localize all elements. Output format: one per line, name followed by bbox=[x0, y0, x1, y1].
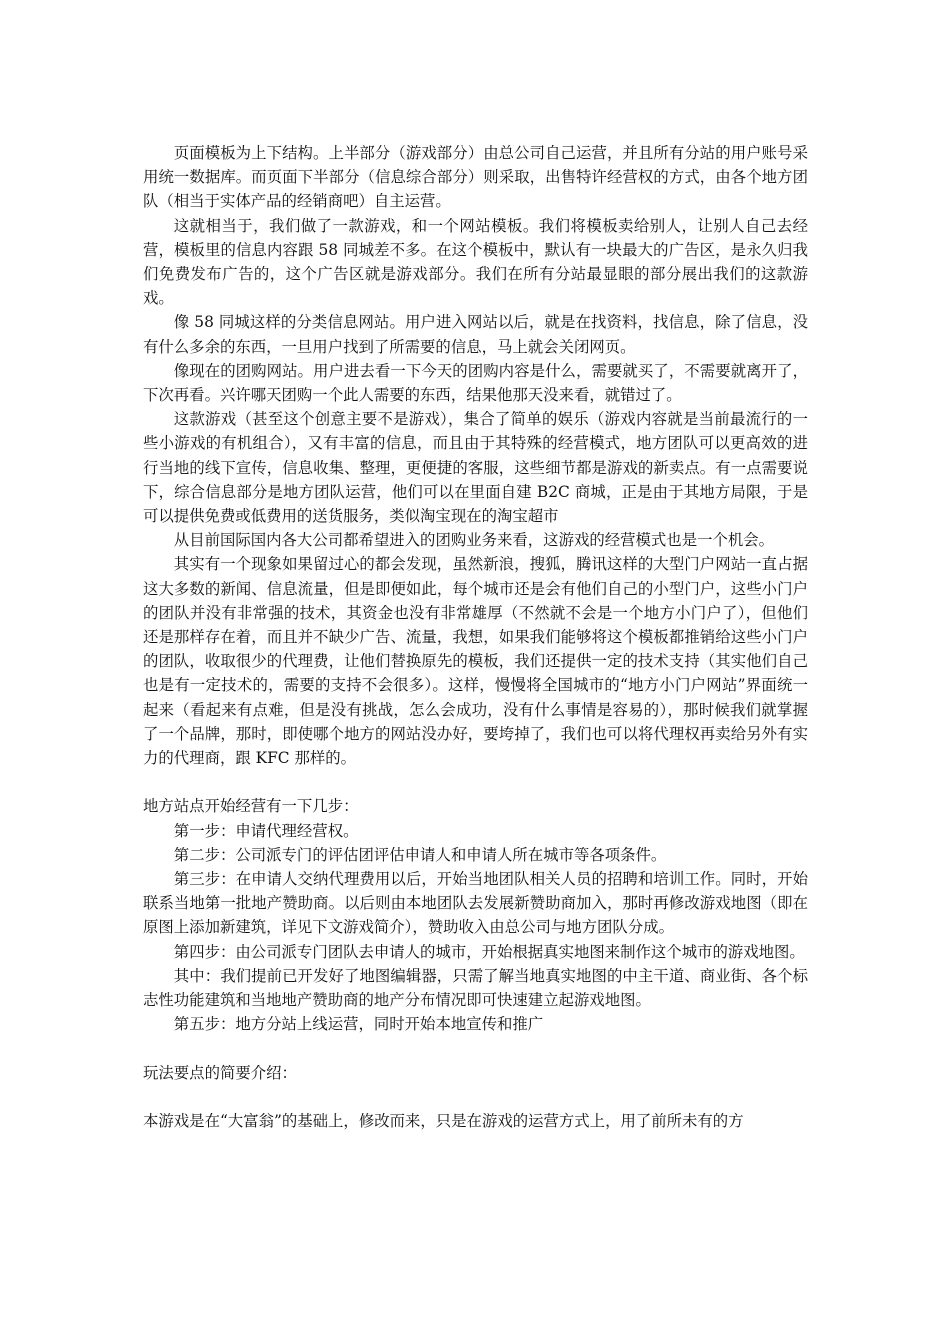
paragraph-group-buying: 像现在的团购网站。用户进去看一下今天的团购内容是什么，需要就买了，不需要就离开了，下次再看。兴许哪天团购一个此人需要的东西，结果他那天没来看，就错过了。 bbox=[143, 361, 808, 405]
step-4-note: 其中：我们提前已开发好了地图编辑器，只需了解当地真实地图的中主干道、商业街、各个标志性功能建筑和当地地产赞助商的地产分布情况即可快速建立起游戏地图。 bbox=[143, 966, 808, 1010]
blank-line bbox=[143, 770, 808, 794]
paragraph-game-features: 这款游戏（甚至这个创意主要不是游戏），集合了简单的娱乐（游戏内容就是当前最流行的一些小游戏的有机组合），又有丰富的信息，而且由于其特殊的经营模式，地方团队可以更高效的进行当地的线下宣传，信息收集、整理，更便捷的客服，这些细节都是游戏的新卖点。有一点需要说下，综合信息部分是地方团队运营，他们可以在里面自建 B2C 商城，正是由于其地方局限，于是可以提供免费或低费用的送货服务，类似淘宝现在的淘宝超市 bbox=[143, 410, 808, 526]
paragraph-local-portals: 其实有一个现象如果留过心的都会发现，虽然新浪，搜狐，腾讯这样的大型门户网站一直占据这大多数的新闻、信息流量，但是即便如此，每个城市还是会有他们自己的小型门户，这些小门户的团队并没有非常强的技术，其资金也没有非常雄厚（不然就不会是一个地方小门户了），但他们还是那样存在着，而且并不缺少广告、流量，我想，如果我们能够将这个模板都推销给这些小门户的团队，收取很少的代理费，让他们替换原先的模板，我们还提供一定的技术支持（其实他们自己也是有一定技术的，需要的支持不会很多）。这样，慢慢将全国城市的“地方小门户网站”界面统一起来（看起来有点难，但是没有挑战，怎么会成功，没有什么事情是容易的），那时候我们就掌握了一个品牌，那时，即使哪个地方的网站没办好，要垮掉了，我们也可以将代理权再卖给另外有实力的代理商，跟 KFC 那样的。 bbox=[143, 555, 808, 768]
paragraph-classified-sites: 像 58 同城这样的分类信息网站。用户进入网站以后，就是在找资料，找信息，除了信息，没有什么多余的东西，一旦用户找到了所需要的信息，马上就会关闭网页。 bbox=[143, 313, 808, 356]
gameplay-heading: 玩法要点的简要介绍： bbox=[143, 1063, 297, 1082]
paragraph-business-opportunity: 从目前国际国内各大公司都希望进入的团购业务来看，这游戏的经营模式也是一个机会。 bbox=[173, 531, 775, 550]
step-2: 第二步：公司派专门的评估团评估申请人和申请人所在城市等各项条件。 bbox=[173, 845, 667, 864]
step-3: 第三步：在申请人交纳代理费用以后，开始当地团队相关人员的招聘和培训工作。同时，开始联系当地第一批地产赞助商。以后则由本地团队去发展新赞助商加入，那时再修改游戏地图（即在原图上添加新建筑，详见下文游戏简介），赞助收入由总公司与地方团队分成。 bbox=[143, 870, 808, 937]
step-1: 第一步：申请代理经营权。 bbox=[173, 821, 359, 840]
gameplay-intro: 本游戏是在“大富翁”的基础上，修改而来，只是在游戏的运营方式上，用了前所未有的方 bbox=[143, 1112, 744, 1131]
paragraph-template-analogy: 这就相当于，我们做了一款游戏，和一个网站模板。我们将模板卖给别人，让别人自己去经营，模板里的信息内容跟 58 同城差不多。在这个模板中，默认有一块最大的广告区，是永久归我们免费发布广告的，这个广告区就是游戏部分。我们在所有分站最显眼的部分展出我们的这款游戏。 bbox=[143, 216, 808, 308]
step-4: 第四步：由公司派专门团队去申请人的城市，开始根据真实地图来制作这个城市的游戏地图。 bbox=[173, 942, 805, 961]
document-body bbox=[143, 141, 808, 1133]
steps-heading: 地方站点开始经营有一下几步： bbox=[143, 797, 359, 816]
paragraph-page-structure: 页面模板为上下结构。上半部分（游戏部分）由总公司自己运营，并且所有分站的用户账号采用统一数据库。而页面下半部分（信息综合部分）则采取，出售特许经营权的方式，由各个地方团队（相当于实体产品的经销商吧）自主运营。 bbox=[143, 144, 808, 211]
step-5: 第五步：地方分站上线运营，同时开始本地宣传和推广 bbox=[173, 1015, 544, 1034]
blank-line bbox=[143, 1037, 808, 1061]
blank-line bbox=[143, 1085, 808, 1109]
